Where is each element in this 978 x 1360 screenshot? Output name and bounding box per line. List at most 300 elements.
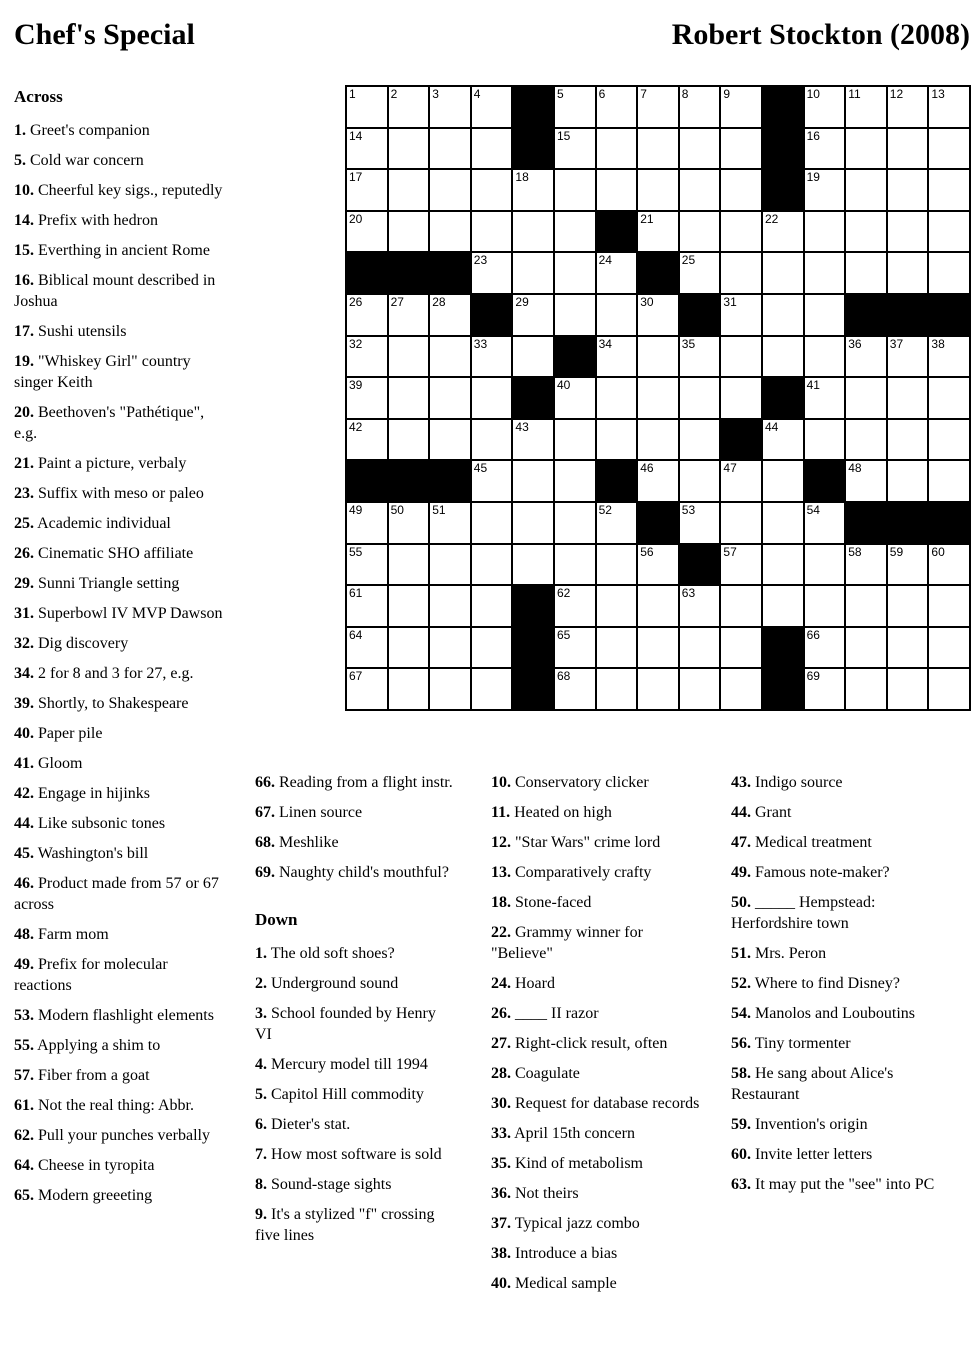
grid-cell[interactable] bbox=[513, 337, 553, 377]
clue-number: 57. bbox=[14, 1067, 34, 1084]
clue-down-43 bbox=[731, 772, 955, 793]
grid-cell[interactable] bbox=[472, 420, 512, 460]
grid-cell[interactable] bbox=[389, 212, 429, 252]
clue-down-22 bbox=[491, 922, 705, 964]
grid-cell[interactable] bbox=[721, 461, 761, 501]
grid-cell[interactable] bbox=[805, 129, 845, 169]
grid-cell[interactable] bbox=[846, 337, 886, 377]
clue-across-46 bbox=[14, 873, 228, 915]
grid-cell[interactable] bbox=[929, 129, 969, 169]
grid-cell[interactable] bbox=[888, 129, 928, 169]
cell-number: 62 bbox=[556, 586, 571, 601]
grid-cell[interactable] bbox=[472, 461, 512, 501]
grid-cell[interactable] bbox=[805, 170, 845, 210]
clue-down-47 bbox=[731, 832, 955, 853]
clue-down-58 bbox=[731, 1063, 955, 1105]
grid-cell[interactable] bbox=[929, 628, 969, 668]
grid-cell[interactable] bbox=[680, 212, 720, 252]
clue-text: Greet's companion bbox=[30, 122, 150, 139]
grid-cell[interactable] bbox=[597, 337, 637, 377]
grid-cell[interactable] bbox=[846, 461, 886, 501]
grid-cell[interactable] bbox=[846, 253, 886, 293]
clue-text: Cheese in tyropita bbox=[38, 1157, 155, 1174]
clue-down-63 bbox=[731, 1174, 955, 1195]
grid-cell[interactable] bbox=[597, 669, 637, 709]
grid-cell[interactable] bbox=[430, 669, 470, 709]
grid-cell[interactable] bbox=[597, 545, 637, 585]
grid-cell[interactable] bbox=[721, 129, 761, 169]
grid-cell[interactable] bbox=[555, 420, 595, 460]
black-square bbox=[389, 253, 429, 293]
grid-cell[interactable] bbox=[929, 378, 969, 418]
clue-number: 64. bbox=[14, 1157, 34, 1174]
black-square bbox=[763, 628, 803, 668]
grid-cell[interactable] bbox=[389, 669, 429, 709]
grid-cell[interactable] bbox=[680, 253, 720, 293]
grid-cell[interactable] bbox=[680, 129, 720, 169]
black-square bbox=[513, 586, 553, 626]
clue-number: 28. bbox=[491, 1065, 511, 1082]
grid-cell[interactable] bbox=[513, 212, 553, 252]
grid-cell[interactable] bbox=[638, 337, 678, 377]
grid-cell[interactable] bbox=[888, 628, 928, 668]
grid-cell[interactable] bbox=[846, 545, 886, 585]
grid-cell[interactable] bbox=[597, 586, 637, 626]
grid-cell[interactable] bbox=[721, 503, 761, 543]
cell-number: 13 bbox=[931, 87, 945, 101]
clue-down-36 bbox=[491, 1183, 705, 1204]
grid-cell[interactable] bbox=[680, 586, 720, 626]
black-square bbox=[763, 669, 803, 709]
grid-cell[interactable] bbox=[805, 545, 845, 585]
clue-down-35 bbox=[491, 1153, 705, 1174]
clue-text: Prefix for molecular reactions bbox=[14, 956, 168, 994]
grid-cell[interactable] bbox=[430, 545, 470, 585]
grid-cell[interactable] bbox=[638, 545, 678, 585]
cell-number: 8 bbox=[681, 87, 689, 101]
grid-cell[interactable] bbox=[389, 628, 429, 668]
grid-cell[interactable] bbox=[472, 253, 512, 293]
grid-cell[interactable] bbox=[846, 212, 886, 252]
grid-cell[interactable] bbox=[805, 420, 845, 460]
clue-text: Reading from a flight instr. bbox=[279, 774, 453, 791]
black-square bbox=[763, 170, 803, 210]
grid-cell[interactable] bbox=[597, 253, 637, 293]
clue-down-2 bbox=[255, 973, 455, 994]
clue-text: Paint a picture, verbaly bbox=[38, 455, 187, 472]
grid-cell[interactable] bbox=[929, 87, 969, 127]
clue-number: 56. bbox=[731, 1035, 751, 1052]
grid-cell[interactable] bbox=[929, 170, 969, 210]
grid-cell[interactable] bbox=[472, 586, 512, 626]
grid-cell[interactable] bbox=[721, 669, 761, 709]
clue-text: Where to find Disney? bbox=[754, 975, 900, 992]
grid-cell[interactable] bbox=[721, 545, 761, 585]
grid-cell[interactable] bbox=[929, 253, 969, 293]
clue-number: 20. bbox=[14, 404, 34, 421]
grid-cell[interactable] bbox=[638, 586, 678, 626]
grid-cell[interactable] bbox=[389, 420, 429, 460]
grid-cell[interactable] bbox=[472, 129, 512, 169]
clue-number: 19. bbox=[14, 353, 34, 370]
grid-cell[interactable] bbox=[555, 586, 595, 626]
grid-cell[interactable] bbox=[389, 295, 429, 335]
grid-cell[interactable] bbox=[555, 669, 595, 709]
grid-cell[interactable] bbox=[846, 129, 886, 169]
clue-number: 34. bbox=[14, 665, 34, 682]
clue-number: 29. bbox=[14, 575, 34, 592]
grid-cell[interactable] bbox=[805, 295, 845, 335]
cell-number: 61 bbox=[349, 586, 363, 601]
clue-across-25 bbox=[14, 513, 228, 534]
grid-cell[interactable] bbox=[888, 669, 928, 709]
grid-cell[interactable] bbox=[472, 545, 512, 585]
grid-cell[interactable] bbox=[513, 295, 553, 335]
grid-cell[interactable] bbox=[638, 461, 678, 501]
grid-cell[interactable] bbox=[347, 420, 387, 460]
grid-cell[interactable] bbox=[805, 628, 845, 668]
grid-cell[interactable] bbox=[347, 503, 387, 543]
grid-cell[interactable] bbox=[846, 378, 886, 418]
grid-cell[interactable] bbox=[763, 420, 803, 460]
grid-cell[interactable] bbox=[846, 170, 886, 210]
grid-cell[interactable] bbox=[888, 586, 928, 626]
black-square bbox=[680, 295, 720, 335]
grid-cell[interactable] bbox=[680, 503, 720, 543]
grid-cell[interactable] bbox=[555, 253, 595, 293]
grid-cell[interactable] bbox=[680, 170, 720, 210]
grid-cell[interactable] bbox=[888, 87, 928, 127]
grid-cell[interactable] bbox=[389, 503, 429, 543]
cell-number: 23 bbox=[473, 253, 488, 268]
grid-cell[interactable] bbox=[721, 170, 761, 210]
grid-cell[interactable] bbox=[929, 212, 969, 252]
grid-cell[interactable] bbox=[555, 461, 595, 501]
grid-cell[interactable] bbox=[805, 212, 845, 252]
grid-cell[interactable] bbox=[597, 295, 637, 335]
grid-cell[interactable] bbox=[347, 628, 387, 668]
grid-cell[interactable] bbox=[472, 503, 512, 543]
grid-cell[interactable] bbox=[555, 628, 595, 668]
clue-across-41 bbox=[14, 753, 228, 774]
grid-cell[interactable] bbox=[597, 87, 637, 127]
grid-cell[interactable] bbox=[555, 212, 595, 252]
grid-cell[interactable] bbox=[763, 253, 803, 293]
clue-down-1 bbox=[255, 943, 455, 964]
page-title: Chef's Special bbox=[14, 18, 195, 51]
clue-text: Beethoven's "Pathétique", e.g. bbox=[14, 404, 205, 442]
grid-cell[interactable] bbox=[347, 586, 387, 626]
black-square bbox=[347, 253, 387, 293]
clue-number: 45. bbox=[14, 845, 34, 862]
across-clues-column bbox=[14, 86, 228, 1215]
grid-cell[interactable] bbox=[555, 295, 595, 335]
grid-cell[interactable] bbox=[763, 212, 803, 252]
clue-number: 54. bbox=[731, 1005, 751, 1022]
grid-cell[interactable] bbox=[472, 87, 512, 127]
grid-cell[interactable] bbox=[929, 669, 969, 709]
clue-across-15 bbox=[14, 240, 228, 261]
across-clue-list-continued bbox=[255, 772, 455, 883]
clue-down-27 bbox=[491, 1033, 705, 1054]
clue-number: 69. bbox=[255, 864, 275, 881]
grid-cell[interactable] bbox=[347, 212, 387, 252]
grid-cell[interactable] bbox=[846, 87, 886, 127]
grid-cell[interactable] bbox=[555, 87, 595, 127]
clue-text: Underground sound bbox=[271, 975, 399, 992]
clue-across-68 bbox=[255, 832, 455, 853]
grid-cell[interactable] bbox=[721, 212, 761, 252]
grid-cell[interactable] bbox=[680, 669, 720, 709]
grid-cell[interactable] bbox=[389, 87, 429, 127]
grid-cell[interactable] bbox=[846, 669, 886, 709]
grid-cell[interactable] bbox=[680, 461, 720, 501]
grid-cell[interactable] bbox=[513, 420, 553, 460]
grid-cell[interactable] bbox=[430, 170, 470, 210]
grid-cell[interactable] bbox=[430, 87, 470, 127]
grid-cell[interactable] bbox=[472, 212, 512, 252]
grid-cell[interactable] bbox=[347, 129, 387, 169]
clue-down-54 bbox=[731, 1003, 955, 1024]
cell-number: 48 bbox=[848, 461, 862, 476]
grid-cell[interactable] bbox=[389, 378, 429, 418]
grid-cell[interactable] bbox=[597, 170, 637, 210]
cell-number: 44 bbox=[764, 419, 779, 434]
clue-number: 47. bbox=[731, 834, 751, 851]
clue-across-5 bbox=[14, 150, 228, 171]
cell-number: 11 bbox=[848, 87, 861, 101]
clue-text: Typical jazz combo bbox=[514, 1215, 640, 1232]
grid-cell[interactable] bbox=[555, 378, 595, 418]
grid-cell[interactable] bbox=[721, 337, 761, 377]
clue-across-29 bbox=[14, 573, 228, 594]
clue-number: 36. bbox=[491, 1185, 511, 1202]
clue-text: Hoard bbox=[515, 975, 555, 992]
page-header bbox=[14, 18, 970, 51]
down-clue-list bbox=[255, 943, 455, 1246]
cell-number: 38 bbox=[931, 336, 945, 351]
clue-number: 16. bbox=[14, 272, 34, 289]
grid-cell[interactable] bbox=[680, 337, 720, 377]
grid-cell[interactable] bbox=[888, 253, 928, 293]
grid-cell[interactable] bbox=[805, 669, 845, 709]
grid-cell[interactable] bbox=[347, 170, 387, 210]
grid-cell[interactable] bbox=[597, 378, 637, 418]
clue-number: 12. bbox=[491, 834, 511, 851]
grid-cell[interactable] bbox=[638, 669, 678, 709]
grid-cell[interactable] bbox=[846, 628, 886, 668]
clue-number: 53. bbox=[14, 1007, 34, 1024]
clue-text: Modern flashlight elements bbox=[38, 1007, 214, 1024]
grid-cell[interactable] bbox=[805, 503, 845, 543]
grid-cell[interactable] bbox=[347, 337, 387, 377]
clue-number: 37. bbox=[491, 1215, 511, 1232]
grid-cell[interactable] bbox=[513, 545, 553, 585]
grid-cell[interactable] bbox=[888, 337, 928, 377]
clue-across-19 bbox=[14, 351, 228, 393]
grid-cell[interactable] bbox=[389, 545, 429, 585]
grid-cell[interactable] bbox=[929, 545, 969, 585]
clue-across-44 bbox=[14, 813, 228, 834]
clue-text: Invite letter letters bbox=[755, 1146, 873, 1163]
grid-cell[interactable] bbox=[389, 337, 429, 377]
clue-down-11 bbox=[491, 802, 705, 823]
grid-cell[interactable] bbox=[638, 212, 678, 252]
clue-number: 4. bbox=[255, 1056, 267, 1073]
clue-down-60 bbox=[731, 1144, 955, 1165]
grid-cell[interactable] bbox=[513, 170, 553, 210]
grid-cell[interactable] bbox=[597, 628, 637, 668]
clue-number: 3. bbox=[255, 1005, 267, 1022]
cell-number: 2 bbox=[390, 87, 398, 101]
clue-number: 67. bbox=[255, 804, 275, 821]
grid-cell[interactable] bbox=[472, 669, 512, 709]
grid-cell[interactable] bbox=[763, 545, 803, 585]
grid-cell[interactable] bbox=[929, 337, 969, 377]
grid-cell[interactable] bbox=[555, 170, 595, 210]
grid-cell[interactable] bbox=[846, 586, 886, 626]
clue-down-18 bbox=[491, 892, 705, 913]
grid-cell[interactable] bbox=[638, 295, 678, 335]
grid-cell[interactable] bbox=[389, 170, 429, 210]
grid-cell[interactable] bbox=[805, 253, 845, 293]
grid-cell[interactable] bbox=[763, 461, 803, 501]
clue-number: 39. bbox=[14, 695, 34, 712]
cell-number: 68 bbox=[556, 669, 571, 684]
grid-cell[interactable] bbox=[721, 586, 761, 626]
grid-cell[interactable] bbox=[472, 628, 512, 668]
grid-cell[interactable] bbox=[888, 212, 928, 252]
grid-cell[interactable] bbox=[430, 586, 470, 626]
grid-cell[interactable] bbox=[638, 87, 678, 127]
grid-cell[interactable] bbox=[597, 503, 637, 543]
clue-down-7 bbox=[255, 1144, 455, 1165]
grid-cell[interactable] bbox=[347, 378, 387, 418]
grid-cell[interactable] bbox=[638, 170, 678, 210]
grid-cell[interactable] bbox=[597, 129, 637, 169]
grid-cell[interactable] bbox=[721, 295, 761, 335]
clue-down-44 bbox=[731, 802, 955, 823]
clue-number: 23. bbox=[14, 485, 34, 502]
grid-cell[interactable] bbox=[680, 420, 720, 460]
grid-cell[interactable] bbox=[763, 337, 803, 377]
clue-text: It may put the "see" into PC bbox=[755, 1176, 935, 1193]
cell-number: 58 bbox=[848, 544, 862, 559]
grid-cell[interactable] bbox=[513, 461, 553, 501]
grid-cell[interactable] bbox=[430, 628, 470, 668]
grid-cell[interactable] bbox=[888, 170, 928, 210]
grid-cell[interactable] bbox=[472, 337, 512, 377]
clue-down-8 bbox=[255, 1174, 455, 1195]
grid-cell[interactable] bbox=[347, 295, 387, 335]
grid-cell[interactable] bbox=[347, 545, 387, 585]
grid-cell[interactable] bbox=[888, 420, 928, 460]
grid-cell[interactable] bbox=[805, 586, 845, 626]
grid-cell[interactable] bbox=[430, 503, 470, 543]
grid-cell[interactable] bbox=[555, 545, 595, 585]
clues-column-2 bbox=[255, 772, 455, 1255]
grid-cell[interactable] bbox=[846, 420, 886, 460]
grid-cell[interactable] bbox=[929, 586, 969, 626]
grid-cell[interactable] bbox=[430, 378, 470, 418]
grid-cell[interactable] bbox=[555, 503, 595, 543]
black-square bbox=[888, 295, 928, 335]
grid-cell[interactable] bbox=[929, 420, 969, 460]
grid-cell[interactable] bbox=[472, 170, 512, 210]
clue-text: Fiber from a goat bbox=[38, 1067, 150, 1084]
grid-cell[interactable] bbox=[763, 295, 803, 335]
cell-number: 51 bbox=[432, 502, 446, 517]
grid-cell[interactable] bbox=[805, 337, 845, 377]
grid-cell[interactable] bbox=[430, 420, 470, 460]
grid-cell[interactable] bbox=[513, 253, 553, 293]
clue-text: 2 for 8 and 3 for 27, e.g. bbox=[38, 665, 194, 682]
grid-cell[interactable] bbox=[680, 87, 720, 127]
grid-cell[interactable] bbox=[389, 586, 429, 626]
grid-cell[interactable] bbox=[513, 503, 553, 543]
clue-number: 41. bbox=[14, 755, 34, 772]
clue-text: April 15th concern bbox=[514, 1125, 635, 1142]
clue-text: Gloom bbox=[38, 755, 83, 772]
grid-cell[interactable] bbox=[472, 378, 512, 418]
black-square bbox=[513, 669, 553, 709]
grid-cell[interactable] bbox=[597, 420, 637, 460]
grid-cell[interactable] bbox=[929, 461, 969, 501]
across-header: Across bbox=[14, 87, 63, 106]
grid-cell[interactable] bbox=[347, 87, 387, 127]
grid-cell[interactable] bbox=[555, 129, 595, 169]
grid-cell[interactable] bbox=[888, 461, 928, 501]
grid-cell[interactable] bbox=[638, 628, 678, 668]
grid-cell[interactable] bbox=[638, 420, 678, 460]
grid-cell[interactable] bbox=[888, 545, 928, 585]
clue-down-6 bbox=[255, 1114, 455, 1135]
grid-cell[interactable] bbox=[805, 87, 845, 127]
grid-cell[interactable] bbox=[680, 628, 720, 668]
clue-text: Invention's origin bbox=[755, 1116, 868, 1133]
clue-across-67 bbox=[255, 802, 455, 823]
grid-cell[interactable] bbox=[430, 212, 470, 252]
grid-cell[interactable] bbox=[680, 378, 720, 418]
clue-number: 10. bbox=[491, 774, 511, 791]
grid-cell[interactable] bbox=[763, 503, 803, 543]
grid-cell[interactable] bbox=[430, 337, 470, 377]
cell-number: 14 bbox=[349, 128, 363, 143]
clue-across-69 bbox=[255, 862, 455, 883]
grid-cell[interactable] bbox=[721, 628, 761, 668]
clue-across-49 bbox=[14, 954, 228, 996]
grid-cell[interactable] bbox=[721, 378, 761, 418]
grid-cell[interactable] bbox=[638, 129, 678, 169]
grid-cell[interactable] bbox=[430, 129, 470, 169]
cell-number: 50 bbox=[390, 502, 404, 517]
grid-cell[interactable] bbox=[430, 295, 470, 335]
black-square bbox=[430, 253, 470, 293]
grid-cell[interactable] bbox=[888, 378, 928, 418]
clue-down-30 bbox=[491, 1093, 705, 1114]
grid-cell[interactable] bbox=[805, 378, 845, 418]
cell-number: 16 bbox=[806, 128, 820, 143]
grid-cell[interactable] bbox=[721, 253, 761, 293]
grid-cell[interactable] bbox=[347, 669, 387, 709]
clue-across-31 bbox=[14, 603, 228, 624]
grid-cell[interactable] bbox=[763, 586, 803, 626]
grid-cell[interactable] bbox=[721, 87, 761, 127]
author-byline: Robert Stockton (2008) bbox=[671, 18, 970, 51]
clue-number: 65. bbox=[14, 1187, 34, 1204]
grid-cell[interactable] bbox=[638, 378, 678, 418]
grid-cell[interactable] bbox=[389, 129, 429, 169]
